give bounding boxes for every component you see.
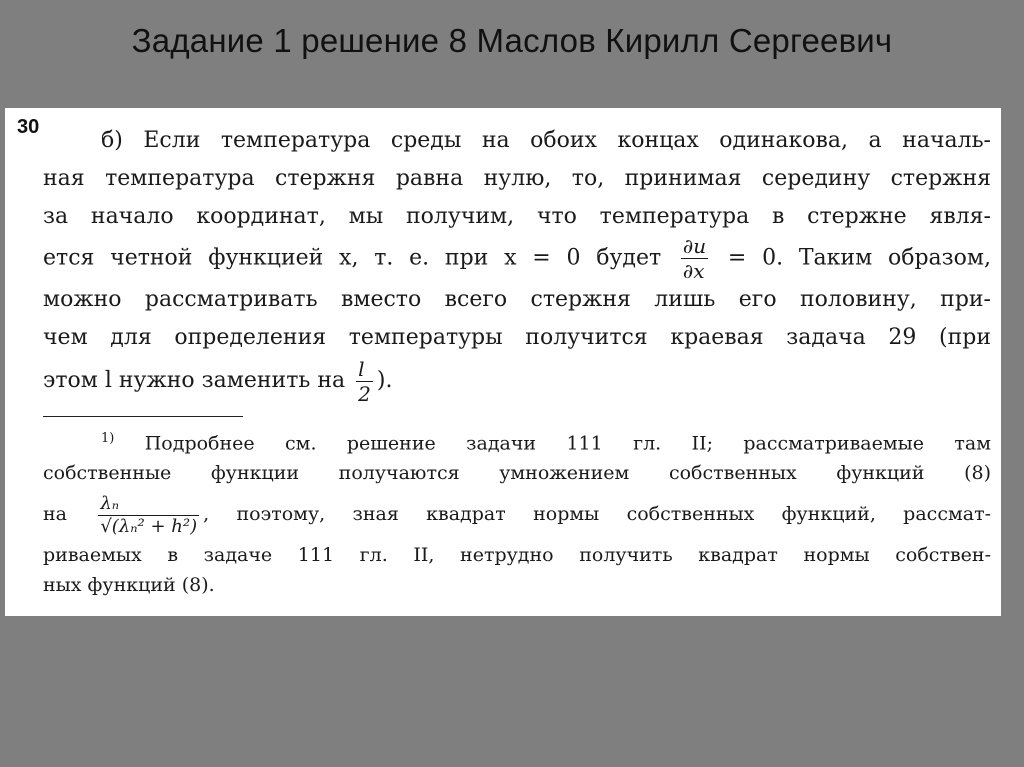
footnote-line — [43, 424, 991, 458]
footnote-marker: 1) — [101, 431, 115, 446]
fraction-numerator: λₙ — [98, 495, 199, 516]
footnote-line: риваемых в задаче 111 гл. II, нетрудно получить квадрат нормы собствен- — [43, 544, 991, 567]
text-fragment: на — [43, 503, 67, 526]
main-paragraph — [43, 122, 991, 405]
l-over-2-fraction — [356, 356, 373, 406]
scanned-page — [5, 108, 1001, 616]
text-line: за начало координат, мы получим, что температура в стержне явля- — [43, 204, 991, 229]
text-fragment: ется четной функцией x, т. е. при x = 0 будет — [43, 245, 662, 271]
lambda-fraction — [98, 492, 199, 537]
text-line-with-derivative — [43, 236, 991, 281]
fraction-denominator: √(λₙ² + h²) — [100, 515, 198, 537]
text-fragment: = 0. Таким образом, — [727, 245, 991, 271]
text-fragment: ). — [376, 368, 393, 393]
derivative-fraction — [681, 236, 708, 281]
slide-title: Задание 1 решение 8 Маслов Кирилл Сергеевич — [131, 22, 893, 59]
text-fragment: , поэтому, зная квадрат нормы собственных функций, рассмат- — [203, 503, 991, 526]
text-line-with-fraction — [43, 357, 991, 405]
text-fragment: Подробнее см. решение задачи 111 гл. II; рассматриваемые там — [144, 432, 991, 455]
fraction-denominator: ∂x — [682, 259, 705, 283]
problem-number: 30 — [17, 116, 40, 138]
footnote-line: собственные функции получаются умножением собственных функций (8) — [43, 462, 991, 485]
fraction-denominator: 2 — [358, 381, 371, 406]
text-line: ная температура стержня равна нулю, то, принимая середину стержня — [43, 166, 991, 191]
footnote-line-with-fraction — [43, 488, 991, 540]
footnote-line: ных функций (8). — [43, 574, 215, 597]
footnote — [43, 424, 991, 600]
footnote-separator — [43, 416, 243, 417]
text-fragment: этом l нужно заменить на — [43, 368, 346, 393]
text-line: можно рассматривать вместо всего стержня лишь его половину, при- — [43, 287, 991, 312]
text-line: б) Если температура среды на обоих концах одинакова, а началь- — [101, 128, 991, 153]
fraction-numerator: ∂u — [682, 234, 707, 258]
fraction-numerator: l — [356, 359, 373, 382]
text-line: чем для определения температуры получится краевая задача 29 (при — [43, 325, 991, 350]
